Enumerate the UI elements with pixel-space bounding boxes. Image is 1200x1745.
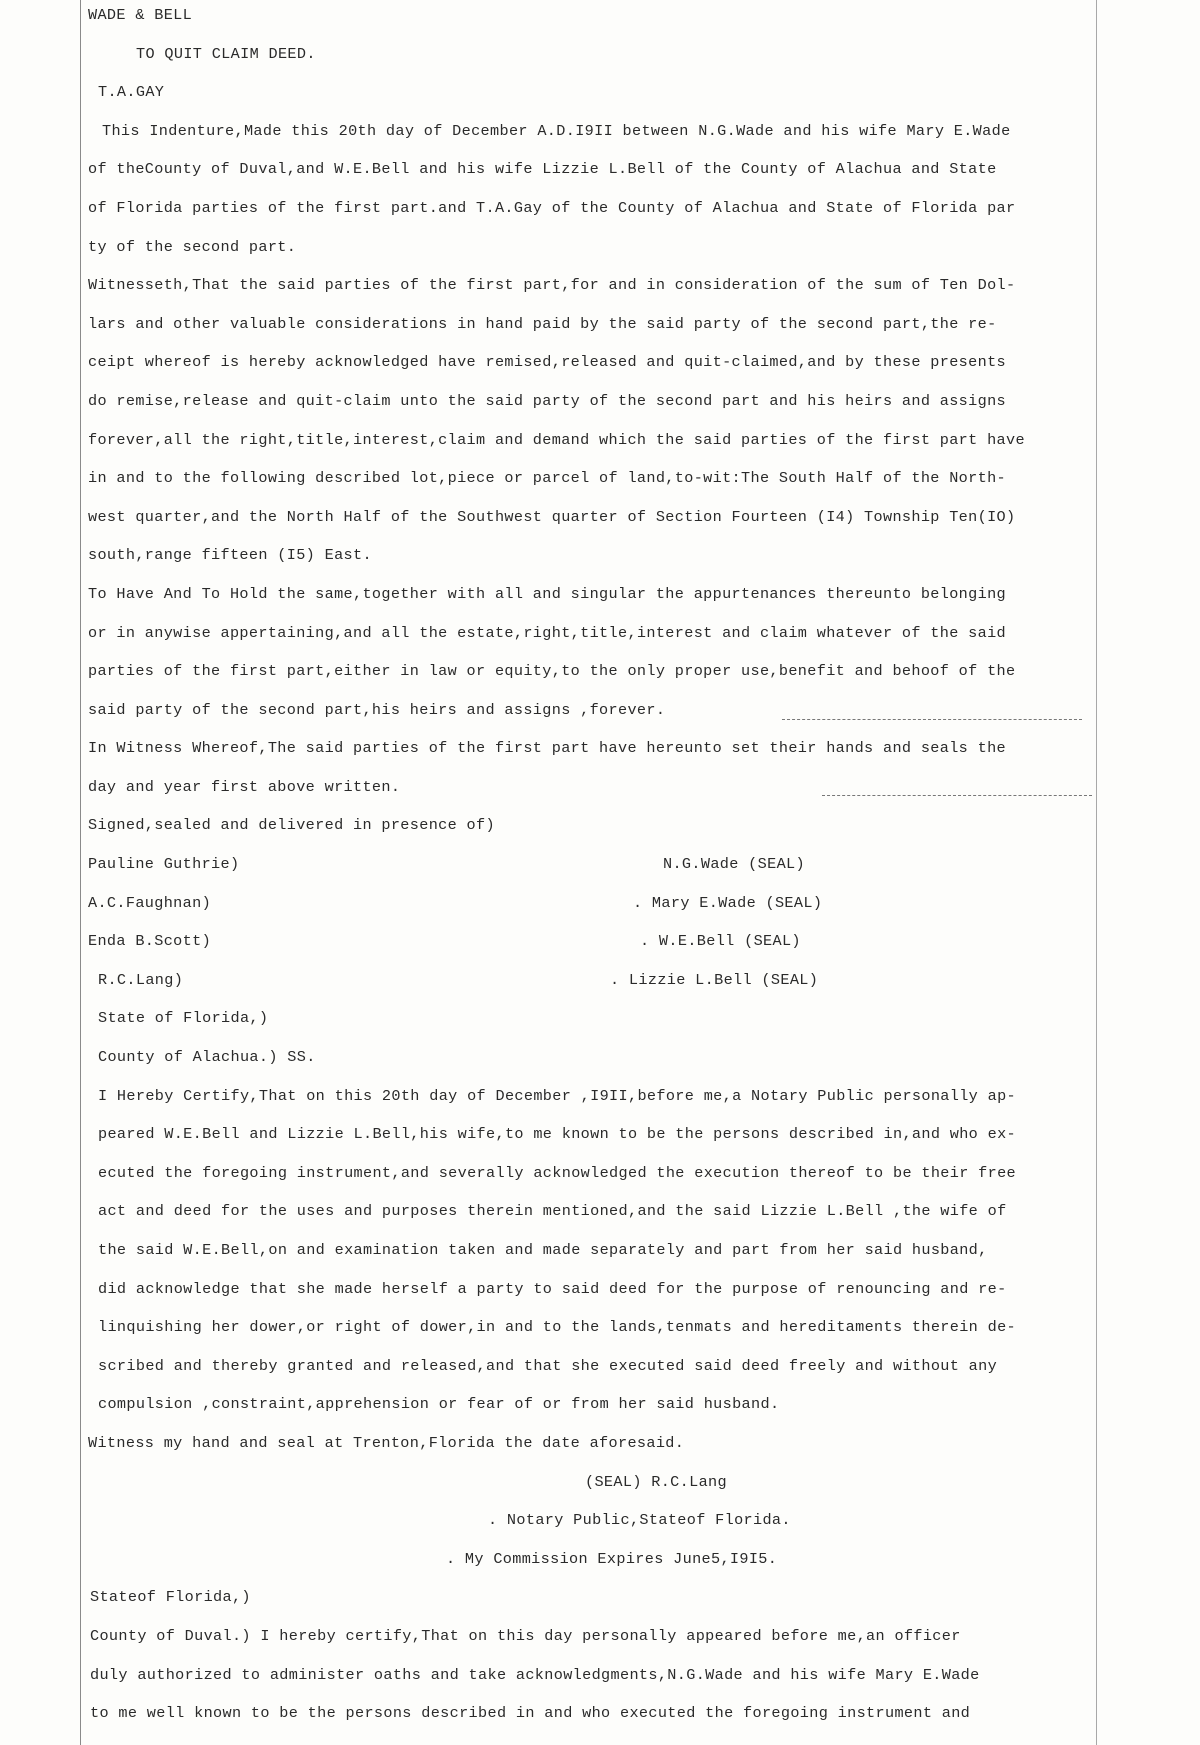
venue2-county-line: County of Duval.) I hereby certify,That on this day personally appeared before me,an officer xyxy=(90,1626,961,1645)
certificate-line: linquishing her dower,or right of dower,in and to the lands,tenmats and hereditaments therein de- xyxy=(98,1318,1017,1337)
signer-name: . Mary E.Wade (SEAL) xyxy=(633,893,823,912)
body-line: day and year first above written. xyxy=(88,777,401,796)
body-line: do remise,release and quit-claim unto the said party of the second part and his heirs and assigns xyxy=(88,391,1007,410)
certificate-line: compulsion ,constraint,apprehension or fear of or from her said husband. xyxy=(98,1395,780,1414)
body-line: parties of the first part,either in law or equity,to the only proper use,benefit and behoof of the xyxy=(88,662,1016,681)
body-line: or in anywise appertaining,and all the estate,right,title,interest and claim whatever of the said xyxy=(88,623,1007,642)
certificate-line: the said W.E.Bell,on and examination taken and made separately and part from her said husband, xyxy=(98,1241,988,1259)
witness-name: R.C.Lang) xyxy=(98,970,184,989)
body-line: said party of the second part,his heirs and assigns ,forever. xyxy=(88,700,666,719)
fill-line xyxy=(822,795,1092,796)
certificate2-line: duly authorized to administer oaths and take acknowledgments,N.G.Wade and his wife Mary E.Wade xyxy=(90,1665,980,1684)
signer-name: . Lizzie L.Bell (SEAL) xyxy=(610,970,819,989)
notary-commission: . My Commission Expires June5,I9I5. xyxy=(446,1549,778,1568)
certificate-line: did acknowledge that she made herself a party to said deed for the purpose of renouncing and re- xyxy=(98,1279,1007,1298)
body-line: Signed,sealed and delivered in presence of) xyxy=(88,816,495,835)
body-line: ty of the second part. xyxy=(88,237,297,256)
body-line: ceipt whereof is hereby acknowledged have remised,released and quit-claimed,and by these presents xyxy=(88,353,1007,372)
body-line: To Have And To Hold the same,together with all and singular the appurtenances thereunto belonging xyxy=(88,584,1007,603)
venue-county: County of Alachua.) SS. xyxy=(98,1048,316,1067)
certificate2-line: to me well known to be the persons described in and who executed the foregoing instrument and xyxy=(90,1704,971,1723)
body-line: west quarter,and the North Half of the Southwest quarter of Section Fourteen (I4) Township Ten(IO) xyxy=(88,507,1016,526)
body-line: of theCounty of Duval,and W.E.Bell and his wife Lizzie L.Bell of the County of Alachua and State xyxy=(88,160,997,179)
venue2-state: Stateof Florida,) xyxy=(90,1588,251,1607)
body-line: This Indenture,Made this 20th day of December A.D.I9II between N.G.Wade and his wife Mary E.Wade xyxy=(102,121,1011,140)
signature-row xyxy=(88,961,1098,1000)
witness-name: Enda B.Scott) xyxy=(88,932,212,951)
fill-line xyxy=(782,719,1082,720)
witness-name: Pauline Guthrie) xyxy=(88,855,240,874)
header-parties: WADE & BELL xyxy=(88,6,193,24)
body-line: of Florida parties of the first part.and T.A.Gay of the County of Alachua and State of Florida par xyxy=(88,198,1016,217)
notary-title: . Notary Public,Stateof Florida. xyxy=(488,1511,791,1530)
body-line: Witnesseth,That the said parties of the first part,for and in consideration of the sum of Ten Dol- xyxy=(88,276,1016,295)
signature-row xyxy=(88,845,1098,884)
certificate-line: act and deed for the uses and purposes therein mentioned,and the said Lizzie L.Bell ,the wife of xyxy=(98,1202,1007,1221)
notary-name: (SEAL) R.C.Lang xyxy=(585,1472,727,1491)
certificate-line: Witness my hand and seal at Trenton,Florida the date aforesaid. xyxy=(88,1433,685,1452)
certificate-line: peared W.E.Bell and Lizzie L.Bell,his wife,to me known to be the persons described in,and who ex- xyxy=(98,1125,1017,1144)
document-body xyxy=(88,0,1098,1733)
body-line: south,range fifteen (I5) East. xyxy=(88,546,372,565)
signature-row xyxy=(88,884,1098,923)
header-instrument: TO QUIT CLAIM DEED. xyxy=(136,44,316,63)
venue-state: State of Florida,) xyxy=(98,1009,269,1028)
body-line: lars and other valuable considerations in hand paid by the said party of the second part,the re- xyxy=(88,314,997,333)
body-line: In Witness Whereof,The said parties of the first part have hereunto set their hands and seals the xyxy=(88,739,1007,758)
body-line: in and to the following described lot,piece or parcel of land,to-wit:The South Half of the North- xyxy=(88,469,1007,488)
signer-name: N.G.Wade (SEAL) xyxy=(663,855,805,874)
witness-name: A.C.Faughnan) xyxy=(88,893,212,912)
certificate-line: scribed and thereby granted and released,and that she executed said deed freely and without any xyxy=(98,1356,998,1375)
certificate-line: I Hereby Certify,That on this 20th day of December ,I9II,before me,a Notary Public personally ap- xyxy=(98,1086,1017,1105)
signer-name: . W.E.Bell (SEAL) xyxy=(640,932,801,951)
signature-row xyxy=(88,922,1098,961)
left-margin-rule xyxy=(80,0,81,1745)
header-grantee: T.A.GAY xyxy=(98,83,165,102)
body-line: forever,all the right,title,interest,claim and demand which the said parties of the first part have xyxy=(88,430,1025,449)
certificate-line: ecuted the foregoing instrument,and severally acknowledged the execution thereof to be their free xyxy=(98,1163,1017,1182)
